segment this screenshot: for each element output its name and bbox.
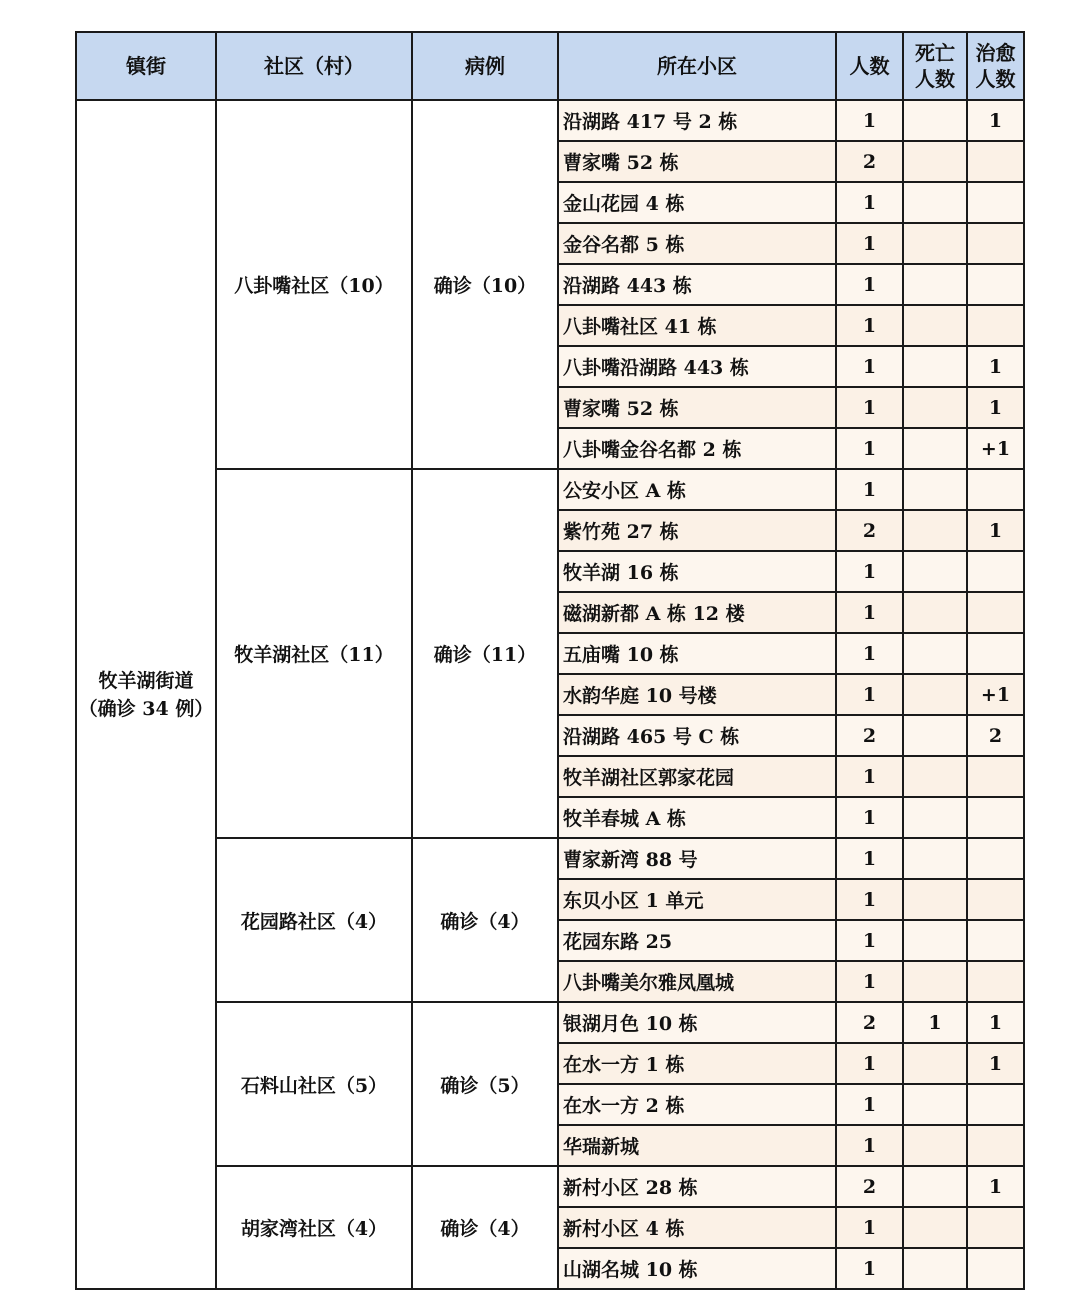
count-cell: 1	[836, 182, 903, 223]
count-cell: 1	[836, 387, 903, 428]
residence-cell: 华瑞新城	[558, 1125, 836, 1166]
residence-cell: 沿湖路 443 栋	[558, 264, 836, 305]
table-row	[76, 1002, 1024, 1043]
residence-cell: 磁湖新都 A 栋 12 楼	[558, 592, 836, 633]
header-deaths-line2: 人数	[915, 67, 955, 91]
deaths-cell	[903, 551, 967, 592]
deaths-cell	[903, 346, 967, 387]
header-residence: 所在小区	[558, 32, 836, 100]
table-row	[76, 100, 1024, 141]
cases-cell: 确诊（11）	[412, 469, 558, 838]
residence-cell: 公安小区 A 栋	[558, 469, 836, 510]
count-cell: 1	[836, 1084, 903, 1125]
residence-cell: 水韵华庭 10 号楼	[558, 674, 836, 715]
count-cell: 1	[836, 551, 903, 592]
deaths-cell	[903, 633, 967, 674]
cured-cell	[967, 141, 1024, 182]
residence-cell: 牧羊湖 16 栋	[558, 551, 836, 592]
residence-cell: 金山花园 4 栋	[558, 182, 836, 223]
residence-cell: 八卦嘴金谷名都 2 栋	[558, 428, 836, 469]
deaths-cell	[903, 674, 967, 715]
cured-cell	[967, 1248, 1024, 1289]
residence-cell: 八卦嘴美尔雅凤凰城	[558, 961, 836, 1002]
deaths-cell	[903, 920, 967, 961]
count-cell: 1	[836, 838, 903, 879]
count-cell: 1	[836, 1125, 903, 1166]
cured-cell: 1	[967, 346, 1024, 387]
cured-cell	[967, 592, 1024, 633]
cured-cell: 1	[967, 1166, 1024, 1207]
cured-cell	[967, 182, 1024, 223]
residence-cell: 沿湖路 417 号 2 栋	[558, 100, 836, 141]
cases-cell: 确诊（5）	[412, 1002, 558, 1166]
cured-cell: +1	[967, 674, 1024, 715]
table-row	[76, 1166, 1024, 1207]
deaths-cell	[903, 879, 967, 920]
deaths-cell	[903, 510, 967, 551]
cases-cell: 确诊（10）	[412, 100, 558, 469]
cases-cell: 确诊（4）	[412, 1166, 558, 1289]
residence-cell: 八卦嘴沿湖路 443 栋	[558, 346, 836, 387]
cured-cell: 1	[967, 510, 1024, 551]
deaths-cell	[903, 387, 967, 428]
residence-cell: 东贝小区 1 单元	[558, 879, 836, 920]
deaths-cell	[903, 428, 967, 469]
cured-cell	[967, 920, 1024, 961]
cured-cell: 1	[967, 1002, 1024, 1043]
cured-cell	[967, 838, 1024, 879]
community-cell: 石料山社区（5）	[216, 1002, 412, 1166]
cured-cell	[967, 469, 1024, 510]
residence-cell: 金谷名都 5 栋	[558, 223, 836, 264]
deaths-cell: 1	[903, 1002, 967, 1043]
residence-cell: 紫竹苑 27 栋	[558, 510, 836, 551]
residence-cell: 在水一方 1 栋	[558, 1043, 836, 1084]
town-cell	[76, 100, 216, 1289]
residence-cell: 牧羊湖社区郭家花园	[558, 756, 836, 797]
deaths-cell	[903, 223, 967, 264]
count-cell: 1	[836, 428, 903, 469]
count-cell: 2	[836, 1002, 903, 1043]
count-cell: 1	[836, 592, 903, 633]
residence-cell: 五庙嘴 10 栋	[558, 633, 836, 674]
residence-cell: 花园东路 25	[558, 920, 836, 961]
count-cell: 1	[836, 100, 903, 141]
deaths-cell	[903, 756, 967, 797]
cured-cell	[967, 551, 1024, 592]
residence-cell: 山湖名城 10 栋	[558, 1248, 836, 1289]
count-cell: 1	[836, 674, 903, 715]
count-cell: 1	[836, 633, 903, 674]
count-cell: 1	[836, 961, 903, 1002]
deaths-cell	[903, 1248, 967, 1289]
residence-cell: 曹家新湾 88 号	[558, 838, 836, 879]
residence-cell: 八卦嘴社区 41 栋	[558, 305, 836, 346]
count-cell: 1	[836, 264, 903, 305]
deaths-cell	[903, 1166, 967, 1207]
count-cell: 2	[836, 510, 903, 551]
count-cell: 2	[836, 1166, 903, 1207]
residence-cell: 曹家嘴 52 栋	[558, 141, 836, 182]
cured-cell	[967, 756, 1024, 797]
header-cured-line2: 人数	[975, 67, 1016, 91]
count-cell: 2	[836, 715, 903, 756]
deaths-cell	[903, 100, 967, 141]
deaths-cell	[903, 1125, 967, 1166]
residence-cell: 曹家嘴 52 栋	[558, 387, 836, 428]
table-body	[76, 100, 1024, 1289]
count-cell: 2	[836, 141, 903, 182]
deaths-cell	[903, 141, 967, 182]
deaths-cell	[903, 961, 967, 1002]
deaths-cell	[903, 1084, 967, 1125]
cases-cell: 确诊（4）	[412, 838, 558, 1002]
header-cases: 病例	[412, 32, 558, 100]
cured-cell: 1	[967, 100, 1024, 141]
count-cell: 1	[836, 305, 903, 346]
cured-cell: 1	[967, 1043, 1024, 1084]
residence-cell: 沿湖路 465 号 C 栋	[558, 715, 836, 756]
residence-cell: 银湖月色 10 栋	[558, 1002, 836, 1043]
cured-cell: +1	[967, 428, 1024, 469]
residence-cell: 在水一方 2 栋	[558, 1084, 836, 1125]
cured-cell	[967, 1125, 1024, 1166]
count-cell: 1	[836, 1248, 903, 1289]
cured-cell	[967, 879, 1024, 920]
header-deaths	[903, 32, 967, 100]
community-cell: 八卦嘴社区（10）	[216, 100, 412, 469]
cured-cell: 2	[967, 715, 1024, 756]
deaths-cell	[903, 469, 967, 510]
header-community: 社区（村）	[216, 32, 412, 100]
cured-cell	[967, 223, 1024, 264]
cured-cell	[967, 797, 1024, 838]
header-town: 镇街	[76, 32, 216, 100]
header-cured-line1: 治愈	[975, 41, 1016, 65]
count-cell: 1	[836, 223, 903, 264]
deaths-cell	[903, 797, 967, 838]
count-cell: 1	[836, 469, 903, 510]
count-cell: 1	[836, 1207, 903, 1248]
count-cell: 1	[836, 920, 903, 961]
case-table	[75, 31, 1025, 1290]
deaths-cell	[903, 838, 967, 879]
count-cell: 1	[836, 756, 903, 797]
count-cell: 1	[836, 346, 903, 387]
cured-cell: 1	[967, 387, 1024, 428]
deaths-cell	[903, 592, 967, 633]
cured-cell	[967, 264, 1024, 305]
cured-cell	[967, 1084, 1024, 1125]
count-cell: 1	[836, 797, 903, 838]
deaths-cell	[903, 715, 967, 756]
deaths-cell	[903, 305, 967, 346]
header-row	[76, 32, 1024, 100]
residence-cell: 牧羊春城 A 栋	[558, 797, 836, 838]
header-cured	[967, 32, 1024, 100]
table-row	[76, 469, 1024, 510]
residence-cell: 新村小区 4 栋	[558, 1207, 836, 1248]
deaths-cell	[903, 264, 967, 305]
cured-cell	[967, 1207, 1024, 1248]
residence-cell: 新村小区 28 栋	[558, 1166, 836, 1207]
community-cell: 胡家湾社区（4）	[216, 1166, 412, 1289]
count-cell: 1	[836, 1043, 903, 1084]
cured-cell	[967, 633, 1024, 674]
deaths-cell	[903, 1207, 967, 1248]
header-deaths-line1: 死亡	[915, 41, 955, 65]
cured-cell	[967, 305, 1024, 346]
header-count: 人数	[836, 32, 903, 100]
town-summary: （确诊 34 例）	[78, 697, 214, 720]
town-name: 牧羊湖街道	[98, 669, 194, 692]
deaths-cell	[903, 1043, 967, 1084]
count-cell: 1	[836, 879, 903, 920]
cured-cell	[967, 961, 1024, 1002]
deaths-cell	[903, 182, 967, 223]
community-cell: 花园路社区（4）	[216, 838, 412, 1002]
table-row	[76, 838, 1024, 879]
community-cell: 牧羊湖社区（11）	[216, 469, 412, 838]
